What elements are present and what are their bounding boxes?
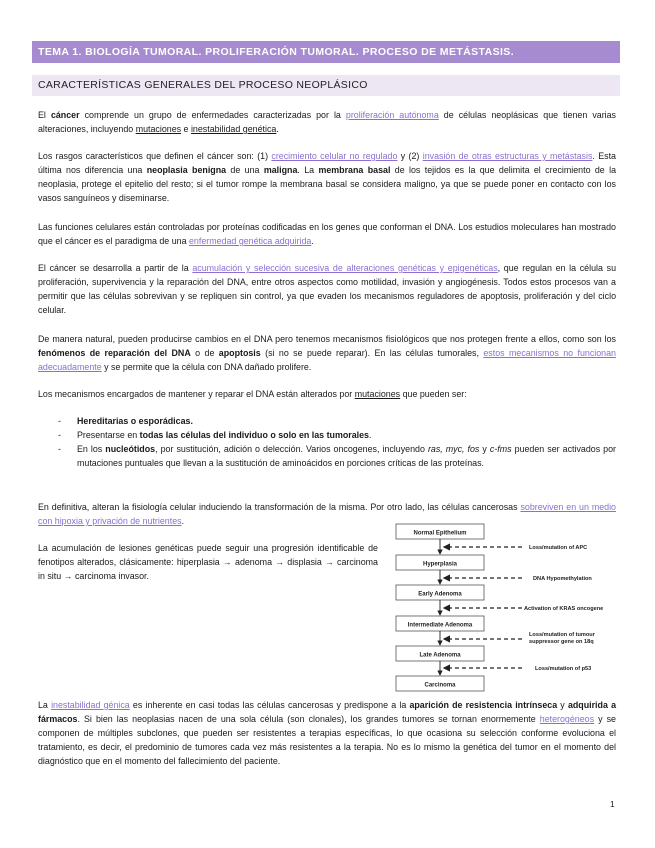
stage-label: Intermediate Adenoma [407, 622, 473, 629]
list-item: - Hereditarias o esporádicas. [58, 416, 193, 426]
paragraph-reparacion: De manera natural, pueden producirse cambios en el DNA pero tenemos mecanismos fisiológicos que nos protegen frente a ellos, como son los fenómenos de reparación del DNA o de apoptosis (si no se puede reparar). En las células tumorales, estos mecanismos no funcionan adecuadamente y se permite que la célula con DNA dañado prolifere. [38, 334, 616, 372]
event-label: Activation of KRAS oncogene [524, 606, 604, 612]
link-invasion-metastasis[interactable]: invasión de otras estructuras y metástasis [422, 151, 593, 161]
stage-box [396, 646, 484, 661]
event-label: Loss/mutation of p53 [535, 666, 592, 672]
link-proliferacion-autonoma[interactable]: proliferación autónoma [345, 110, 439, 120]
adenoma-carcinoma-diagram [388, 521, 620, 693]
event-label: Loss/mutation of APC [529, 545, 588, 551]
paragraph-progresion: La acumulación de lesiones genéticas puede seguir una progresión identificable de fenotipos alterados, clásicamente: hiperplasia → adenoma → displasia → carcinoma in situ → carcinoma invasor. [38, 543, 378, 581]
link-acumulacion-alteraciones[interactable]: acumulación y selección sucesiva de alteraciones genéticas y epigenéticas [192, 263, 498, 273]
link-enfermedad-genetica[interactable]: enfermedad genética adquirida [188, 236, 312, 246]
paragraph-desarrollo: El cáncer se desarrolla a partir de la acumulación y selección sucesiva de alteraciones genéticas y epigenéticas, que regulan en la célula su proliferación, supervivencia y la reparación del DNA, entre otros aspectos como motilidad, invasión y angiogénesis. Todos estos procesos van a permitir que las células sobrevivan y se repliquen sin control, ya que evaden los mecanismos reguladores de apoptosis, proliferación y del ciclo celular. [38, 263, 616, 315]
paragraph-rasgos: Los rasgos característicos que definen el cáncer son: (1) crecimiento celular no regulado y (2) invasión de otras estructuras y metástasis. Esta última nos diferencia una neoplasia benigna de una maligna. La membrana basal de los tejidos es la que delimita el crecimiento de la neoplasia, protege el epitelio del resto; si el tumor rompe la membrana basal se considera maligno, ya que se puede poner en contacto con los vasos sanguíneos y diseminarse. [38, 151, 617, 203]
stage-box [396, 524, 484, 539]
list-item: - En los nucleótidos, por sustitución, adición o delección. Varios oncogenes, incluyendo ras, myc, fos y c-fms pueden ser activados por mutaciones puntuales que llevan a la sustitución de aminoácidos en porciones críticas de las proteínas. [58, 444, 616, 468]
paragraph-inestabilidad: La inestabilidad génica es inherente en casi todas las células cancerosas y predispone a la aparición de resistencia intrínseca y adquirida a fármacos. Si bien las neoplasias nacen de una sola célula (son clonales), los grandes tumores se tornan enormemente heterogéneos y se componen de múltiples subclones, que pueden ser resistentes a terapias específicas, lo que ocasiona su selección conforme evoluciona el tratamiento, es decir, el predominio de tumores cada vez más resistentes a la terapia. No es lo mismo la genética del tumor en el momento del diagnóstico que en el momento del fallecimiento del paciente. [38, 700, 616, 766]
stage-label: Normal Epithelium [413, 530, 467, 537]
stage-box [396, 616, 484, 631]
list-item: - Presentarse en todas las células del individuo o solo en las tumorales. [58, 430, 372, 440]
chapter-title: TEMA 1. BIOLOGÍA TUMORAL. PROLIFERACIÓN TUMORAL. PROCESO DE METÁSTASIS. [32, 41, 620, 63]
link-heterogeneos[interactable]: heterogéneos [539, 714, 595, 724]
section-title: CARACTERÍSTICAS GENERALES DEL PROCESO NEOPLÁSICO [32, 75, 620, 96]
paragraph-funciones-celulares: Las funciones celulares están controladas por proteínas codificadas en los genes que conforman el DNA. Los estudios moleculares han mostrado que el cáncer es el paradigma de una enfermedad genética adquirida. [38, 222, 616, 246]
page-number: 1 [610, 799, 615, 809]
link-crecimiento-no-regulado[interactable]: crecimiento celular no regulado [271, 151, 398, 161]
stage-box [396, 676, 484, 691]
stage-box [396, 555, 484, 570]
stage-label: Early Adenoma [418, 591, 462, 598]
event-label: suppressor gene on 18q [529, 639, 594, 645]
event-label: Loss/mutation of tumour [529, 632, 595, 638]
paragraph-cancer-definition: El cáncer comprende un grupo de enfermedades caracterizadas por la proliferación autónoma de células neoplásicas que tienen varias alteraciones, incluyendo mutaciones e inestabilidad genética. [38, 110, 616, 134]
mutation-list [38, 414, 616, 470]
link-mecanismos-no-funcionan[interactable]: estos mecanismos no funcionan adecuadamente [38, 348, 616, 372]
link-hipoxia[interactable]: sobreviven en un medio con hipoxia y privación de nutrientes [38, 502, 616, 526]
stage-box [396, 585, 484, 600]
link-inestabilidad-genica[interactable]: inestabilidad génica [51, 700, 130, 710]
event-label: DNA Hypomethylation [533, 576, 592, 582]
paragraph-fisiologia: En definitiva, alteran la fisiología celular induciendo la transformación de la misma. Por otro lado, las células cancerosas sobreviven en un medio con hipoxia y privación de nutrientes. [38, 502, 616, 526]
stage-label: Carcinoma [424, 682, 456, 689]
paragraph-mutaciones-intro: Los mecanismos encargados de mantener y reparar el DNA están alterados por mutaciones que pueden ser: [38, 389, 467, 399]
stage-label: Late Adenoma [419, 652, 461, 659]
stage-label: Hyperplasia [422, 561, 458, 568]
